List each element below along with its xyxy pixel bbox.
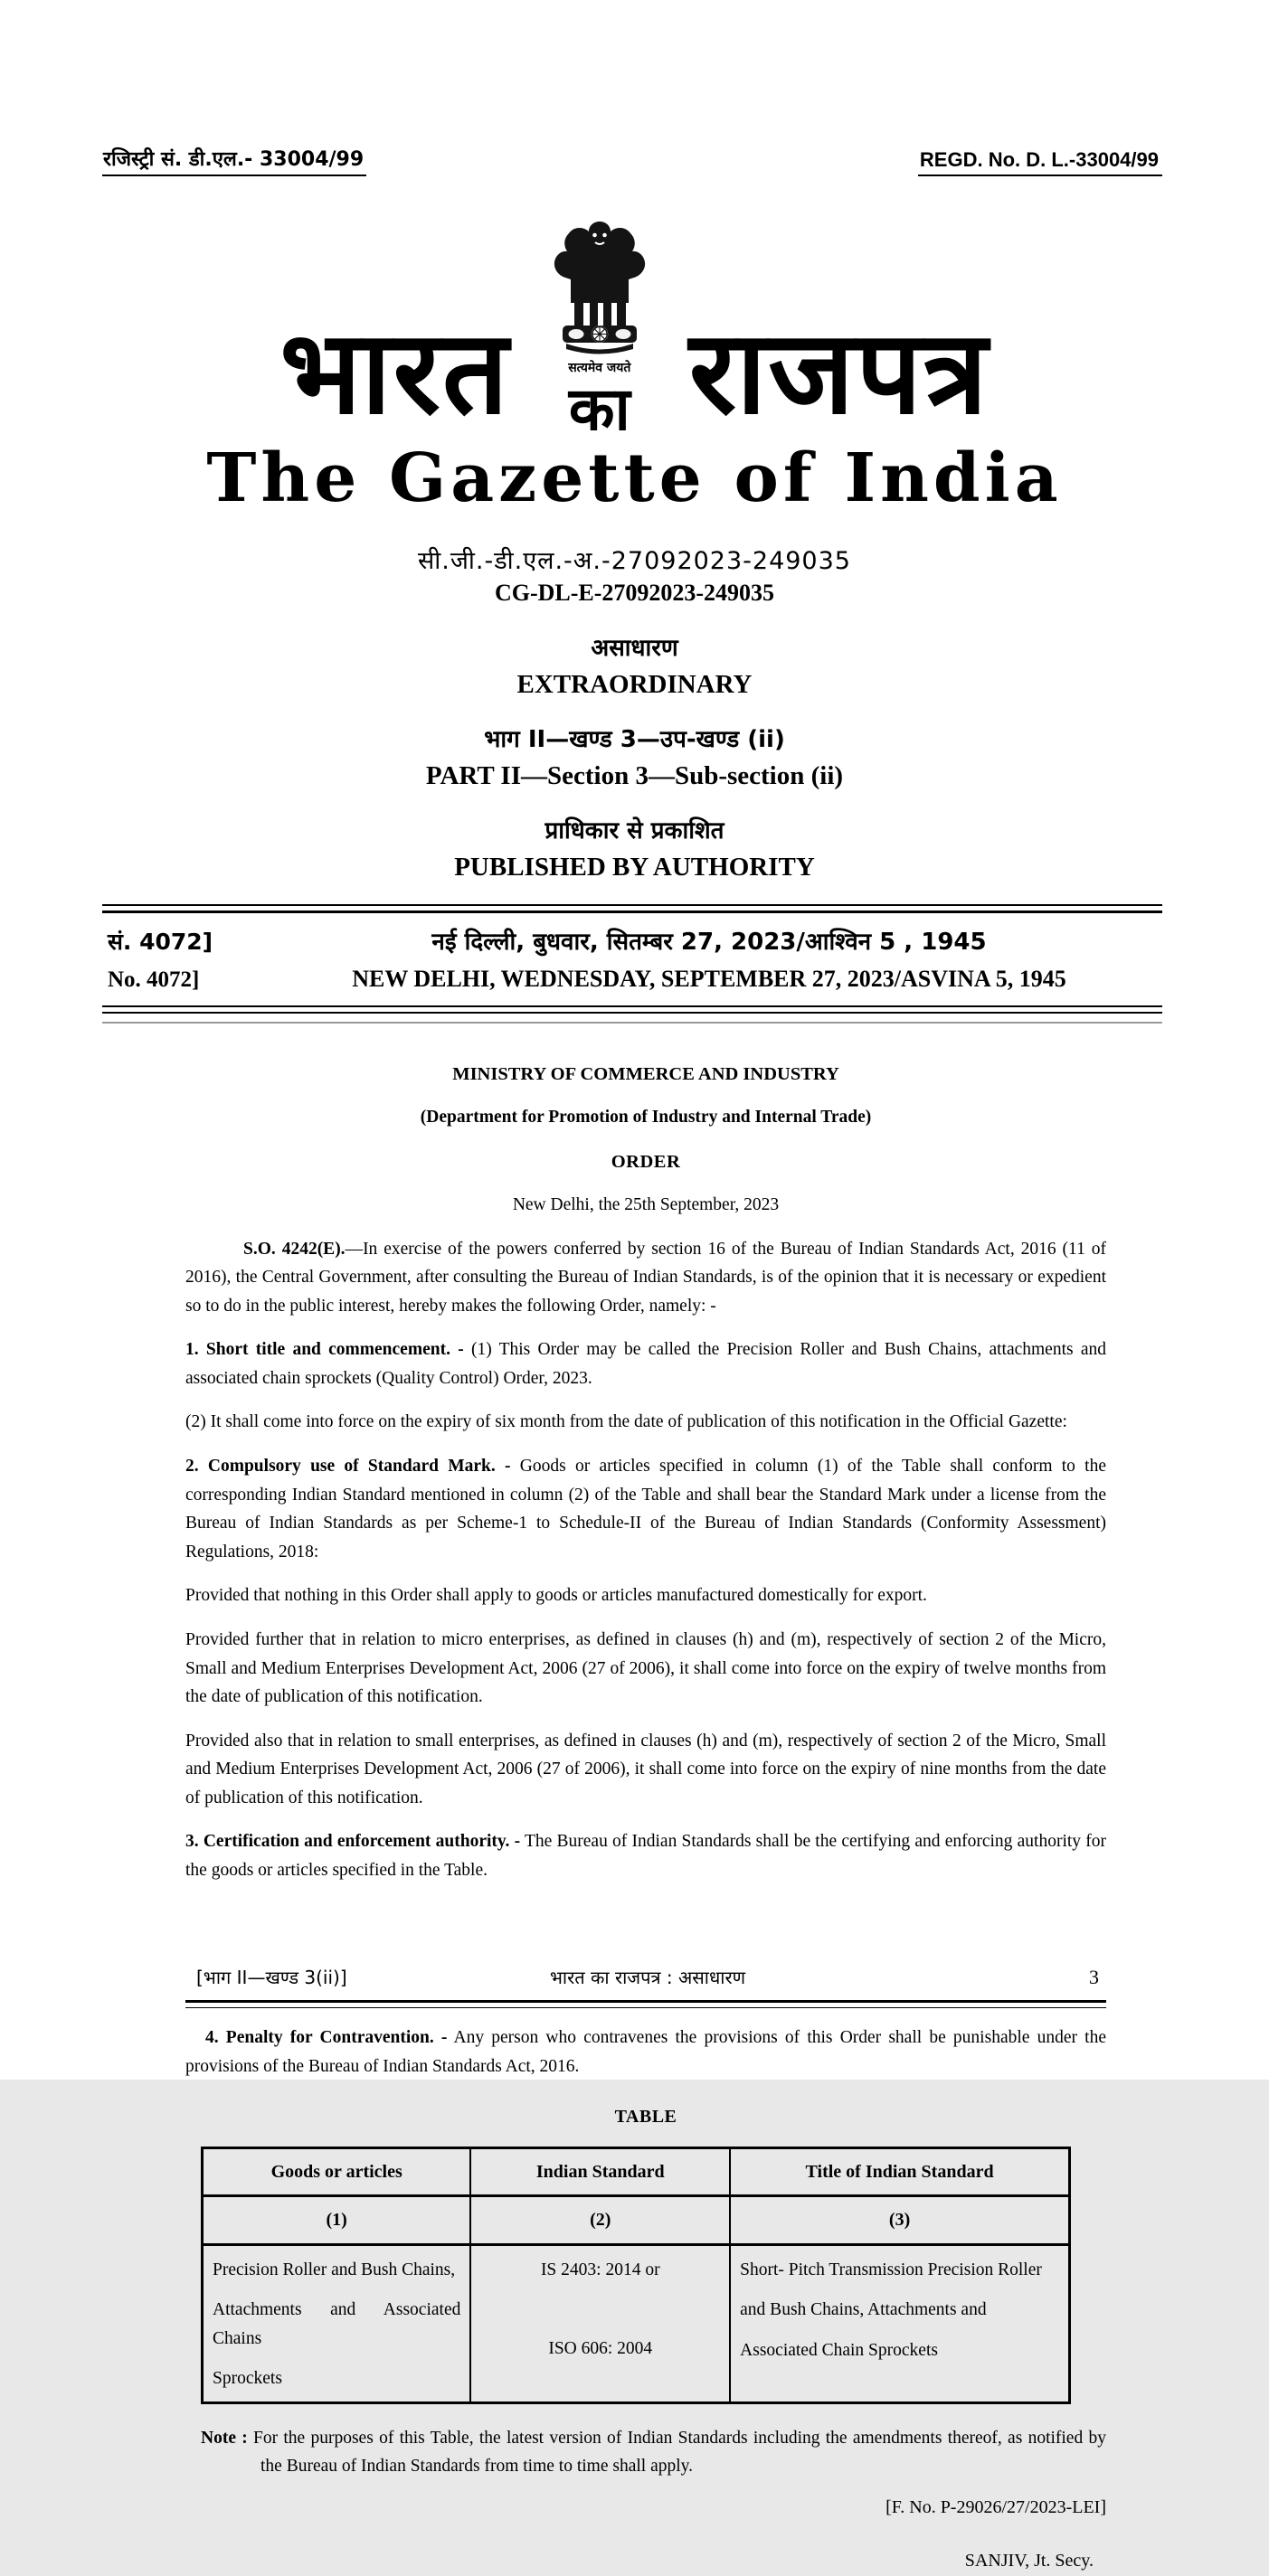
table-cell-goods: [204, 2246, 471, 2401]
table-subheader-2: (2): [471, 2197, 731, 2245]
goods-line-3: Sprockets: [213, 2369, 282, 2389]
table-subheader-1: (1): [204, 2197, 471, 2245]
order-label: ORDER: [611, 1151, 681, 1172]
masthead-word-rajpatra: राजपत्र: [688, 306, 990, 440]
page3-page-number: 3: [1089, 1965, 1099, 1988]
so-text: —In exercise of the powers conferred by section 16 of the Bureau of Indian Standards Act, 2016 (11 of 2016), the Central Government, after consulting the Bureau of Indian Standards, is of the opinion that it is necessary or expedient so to do in the public interest, hereby makes the following Order, namely: -: [185, 1239, 1106, 1316]
extraordinary-english: EXTRAORDINARY: [516, 670, 753, 699]
issue-heading: [0, 630, 1269, 882]
issue-number-english: No. 4072]: [108, 967, 200, 992]
order-body: [185, 1060, 1106, 2576]
table-subheader-3: (3): [731, 2197, 1068, 2245]
table-header-goods: Goods or articles: [204, 2149, 471, 2197]
proviso-2: Provided further that in relation to micro enterprises, as defined in clauses (h) and (m), respectively of section 2 of the Micro, Small and Medium Enterprises Development Act, 2006 (27 of 2006), it shall come into force on the expiry of twelve months from the date of publication of this notification.: [185, 1629, 1106, 1707]
standard-line-2: [480, 2296, 720, 2323]
band-rule-bottom-thin: [102, 1022, 1162, 1025]
standard-line-3: ISO 606: 2004: [548, 2339, 653, 2359]
table-header-title: Title of Indian Standard: [731, 2149, 1068, 2197]
clause-3-text: The Bureau of Indian Standards shall be the certifying and enforcing authority for the goods or articles specified in the Table.: [185, 1832, 1107, 1880]
masthead: [0, 220, 1269, 517]
registry-row: [102, 0, 1162, 176]
clause-2-text: Goods or articles specified in column (1) of the Table shall conform to the corresponding Indian Standard mentioned in column (2) of the Table and shall bear the Standard Mark under a license from the Bureau of Indian Standards as per Scheme-1 to Schedule-II of the Bureau of Indian Standards (Conformity Assessment) Regulations, 2018:: [185, 1457, 1106, 1562]
clause-3: [185, 1827, 1106, 1884]
order-dateline: New Delhi, the 25th September, 2023: [512, 1194, 780, 1214]
table-header-standard: Indian Standard: [471, 2149, 731, 2197]
title-line-1: Short- Pitch Transmission Precision Roller: [740, 2260, 1042, 2279]
clause-2-title: 2. Compulsory use of Standard Mark. -: [185, 1457, 511, 1477]
ministry-heading: MINISTRY OF COMMERCE AND INDUSTRY: [452, 1064, 839, 1084]
clause-4: [185, 2024, 1106, 2081]
department-heading: (Department for Promotion of Industry and Internal Trade): [420, 1108, 872, 1128]
clause-2: [185, 1452, 1106, 1566]
so-number: S.O. 4242(E).: [243, 1239, 346, 1259]
title-line-3: Associated Chain Sprockets: [740, 2340, 938, 2360]
clause-4-text: Any person who contravenes the provisions of this Order shall be punishable under the provisions of the Bureau of Indian Standards Act, 2016.: [185, 2028, 1106, 2076]
clause-1-title: 1. Short title and commencement. -: [185, 1340, 464, 1360]
proviso-3: Provided also that in relation to small enterprises, as defined in clauses (h) and (m), respectively of section 2 of the Micro, Small and Medium Enterprises Development Act, 2006 (27 of 2006), it shall come into force on the expiry of nine months from the date of publication of this notification.: [185, 1731, 1106, 1807]
page3-header: [185, 1961, 1106, 2009]
clause-3-title: 3. Certification and enforcement authority. -: [185, 1832, 521, 1852]
title-line-2: and Bush Chains, Attachments and: [740, 2300, 987, 2320]
page3-header-center: भारत का राजपत्र : असाधारण: [549, 1966, 746, 1988]
registry-number-hindi: रजिस्ट्री सं. डी.एल.- 33004/99: [102, 145, 366, 176]
clause-1-text: (1) This Order may be called the Precision Roller and Bush Chains, attachments and associated chain sprockets (Quality Control) Order, 2023.: [185, 1340, 1106, 1388]
so-paragraph: [185, 1235, 1106, 1321]
table-title: TABLE: [614, 2107, 677, 2128]
part-hindi: भाग II—खण्ड 3—उप-खण्ड (ii): [484, 726, 785, 753]
gazette-codes: [0, 543, 1269, 607]
extraordinary-hindi: असाधारण: [591, 635, 678, 662]
issue-band: [102, 904, 1162, 1025]
standards-table: [201, 2147, 1071, 2404]
part-english: PART II—Section 3—Sub-section (ii): [425, 761, 844, 790]
table-note: [201, 2424, 1106, 2481]
page3-header-rule: [185, 2000, 1106, 2008]
ashoka-emblem-icon: [553, 220, 647, 357]
standard-line-1: IS 2403: 2014 or: [540, 2260, 660, 2279]
issue-number-hindi: सं. 4072]: [108, 929, 213, 955]
band-rule-top: [102, 904, 1162, 913]
registry-number-english: REGD. No. D. L.-33004/99: [918, 148, 1162, 176]
issue-date-hindi: नई दिल्ली, बुधवार, सितम्बर 27, 2023/आश्विन 5 , 1945: [431, 929, 987, 956]
issue-row-hindi: [108, 924, 1157, 957]
code-english: CG-DL-E-27092023-249035: [494, 580, 775, 606]
code-hindi: सी.जी.-डी.एल.-अ.-27092023-249035: [418, 547, 851, 575]
masthead-word-ka: का: [568, 374, 630, 444]
note-text: For the purposes of this Table, the latest version of Indian Standards including the amendments thereof, as notified by the Bureau of Indian Standards from time to time shall apply.: [247, 2428, 1106, 2477]
emblem-motto: सत्यमेव जयते: [568, 361, 631, 375]
table-cell-standard: [471, 2246, 731, 2401]
authority-hindi: प्राधिकार से प्रकाशित: [545, 817, 724, 845]
proviso-1: Provided that nothing in this Order shall apply to goods or articles manufactured domestically for export.: [185, 1586, 927, 1606]
masthead-word-bharat: भारत: [279, 306, 510, 440]
goods-line-1: Precision Roller and Bush Chains,: [213, 2260, 456, 2279]
emblem-stack: [541, 220, 658, 444]
clause-1-sub2: (2) It shall come into force on the expiry of six month from the date of publication of this notification in the Official Gazette:: [185, 1412, 1067, 1432]
goods-line-2: Attachments and Associated Chains: [213, 2300, 461, 2348]
signature: SANJIV, Jt. Secy.: [964, 2551, 1094, 2571]
issue-row-english: [108, 966, 1157, 993]
masthead-english-title: The Gazette of India: [206, 439, 1063, 517]
masthead-hindi-title: [0, 220, 1269, 444]
clause-1: [185, 1335, 1106, 1392]
table-cell-title: [731, 2246, 1068, 2401]
file-number: [F. No. P-29026/27/2023-LEI]: [885, 2496, 1106, 2517]
clause-4-title: 4. Penalty for Contravention. -: [205, 2028, 448, 2048]
band-rule-bottom: [102, 1005, 1162, 1014]
authority-english: PUBLISHED BY AUTHORITY: [454, 853, 815, 882]
page3-header-left: [भाग II—खण्ड 3(ii)]: [196, 1966, 347, 1988]
issue-date-english: NEW DELHI, WEDNESDAY, SEPTEMBER 27, 2023/ASVINA 5, 1945: [352, 966, 1066, 992]
note-label: Note :: [201, 2428, 248, 2448]
